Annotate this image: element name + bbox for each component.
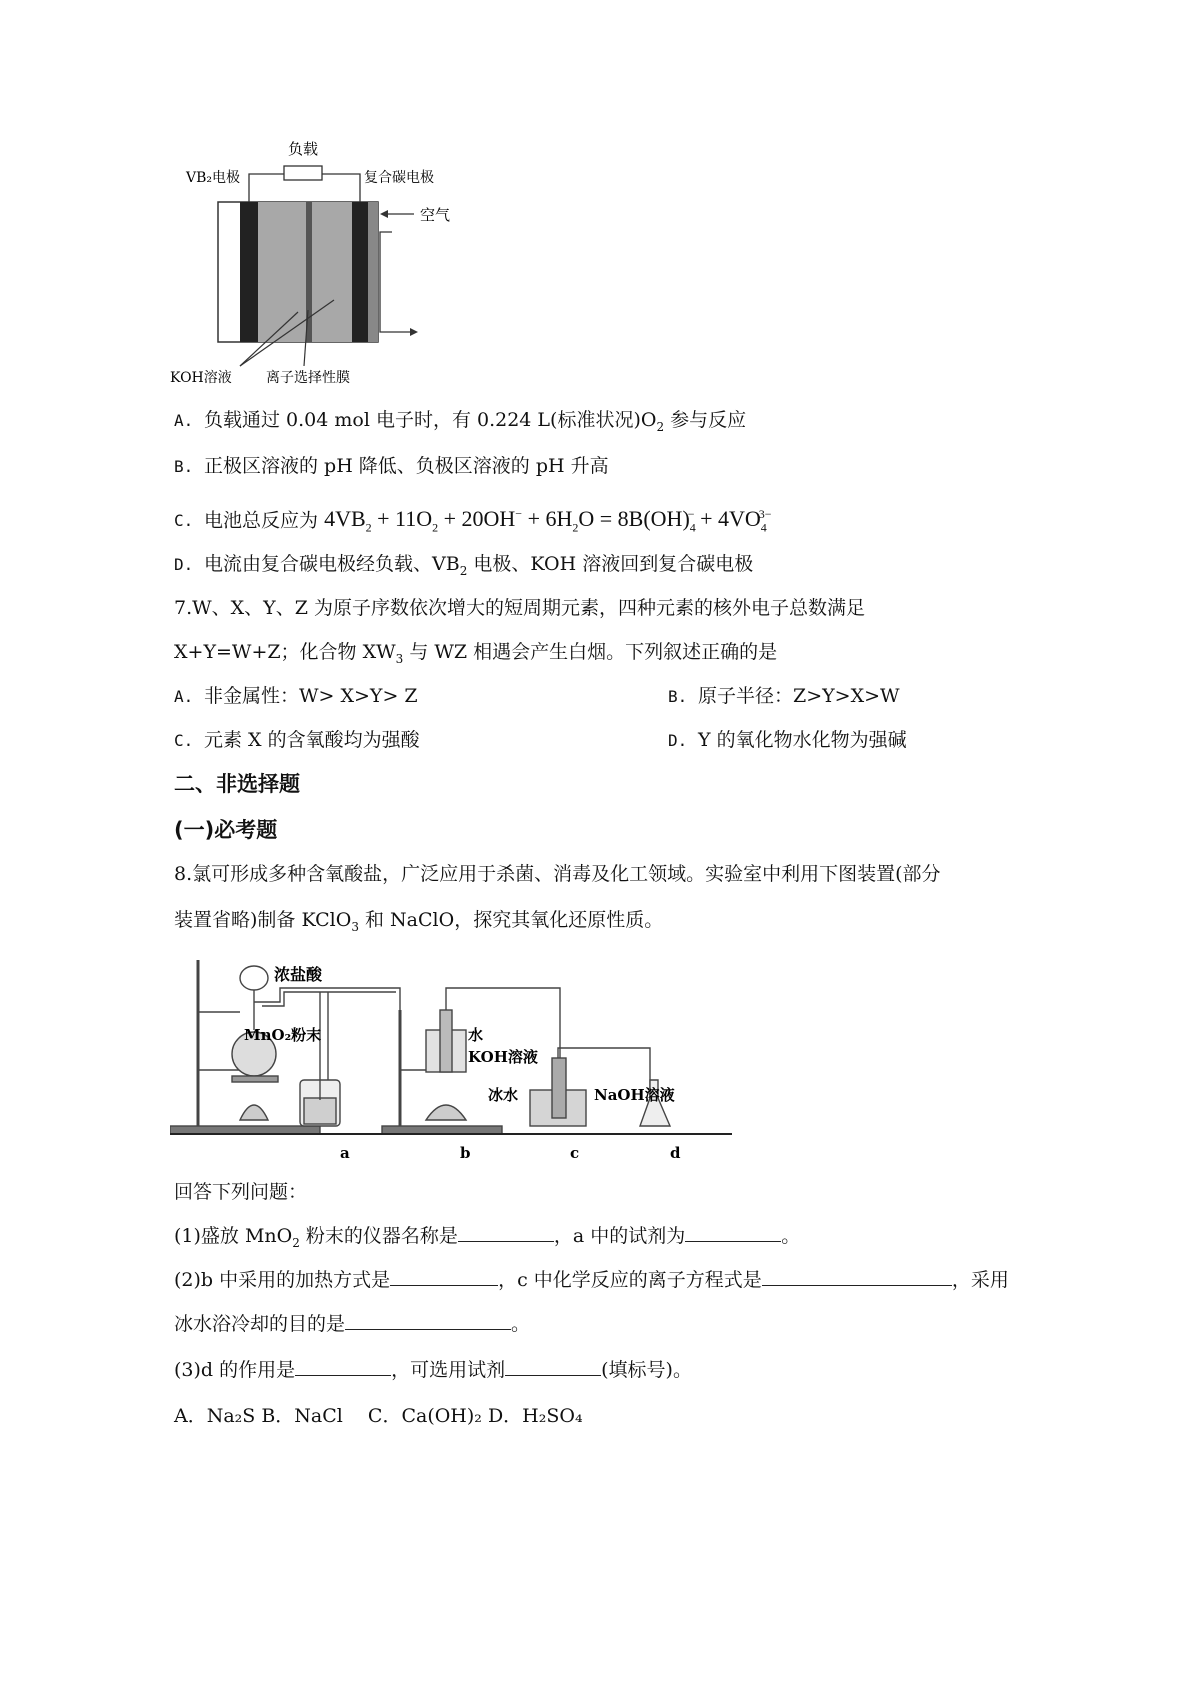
apparatus-diagram: [170, 950, 740, 1170]
hcl-label: 浓盐酸: [274, 965, 323, 984]
q6-option-d: D. 电流由复合碳电极经负载、$VB_2$ 电极、KOH 溶液回到复合碳电极: [174, 553, 754, 578]
answer-blank[interactable]: [390, 1267, 498, 1286]
label-d: d: [670, 1144, 681, 1162]
q7-option-d: D. Y 的氧化物水化物为强碱: [668, 729, 907, 751]
q6-option-c: C. 电池总反应为 $4VB_2 + 11O_2 + 20OH^- + 6H_2O = 8B(OH)_4^- + 4VO_4^{3-}$: [174, 506, 772, 535]
q8-choices: A．Na₂S B．NaCl C．Ca(OH)₂ D．H₂SO₄: [174, 1405, 583, 1427]
section-heading-required: (一)必考题: [174, 818, 278, 842]
q8-part3: (3)d 的作用是 ，可选用试剂 (填标号)。: [174, 1359, 692, 1381]
battery-diagram: [170, 140, 490, 390]
q8-part2-line1: (2)b 中采用的加热方式是 ，c 中化学反应的离子方程式是 ，采用: [174, 1269, 1009, 1291]
answer-blank[interactable]: [685, 1223, 781, 1242]
q8-stem-line1: 8.氯可形成多种含氧酸盐，广泛应用于杀菌、消毒及化工领域。实验室中利用下图装置(部分: [174, 863, 941, 885]
q6-option-b: B. 正极区溶液的 pH 降低、负极区溶液的 pH 升高: [174, 455, 609, 477]
q7-option-c: C. 元素 X 的含氧酸均为强酸: [174, 729, 420, 751]
answer-blank[interactable]: [762, 1267, 952, 1286]
label-b: b: [460, 1144, 471, 1162]
answer-prompt: 回答下列问题：: [174, 1181, 308, 1203]
q8-stem-line2: 装置省略)制备 KClO$_3$ 和 NaClO，探究其氧化还原性质。: [174, 909, 664, 934]
q7-option-b: B. 原子半径：Z>Y>X>W: [668, 685, 900, 707]
koh-label: KOH溶液: [170, 370, 232, 386]
q6-option-a: A. 负载通过 0.04 mol 电子时，有 0.224 L(标准状况)$O_2$ 参与反应: [174, 409, 747, 434]
answer-blank[interactable]: [458, 1223, 554, 1242]
membrane-label: 离子选择性膜: [266, 370, 350, 386]
battery-equation: $4VB_2 + 11O_2 + 20OH^- + 6H_2O = 8B(OH)_4^- + 4VO_4^{3-}$: [324, 506, 772, 535]
water-label: 水: [468, 1026, 484, 1044]
ice-water-label: 冰水: [488, 1086, 519, 1104]
label-a: a: [340, 1144, 350, 1162]
vb2-electrode-label: VB₂电极: [186, 170, 241, 186]
section-heading-nonchoice: 二、非选择题: [174, 772, 300, 796]
q8-part2-line2: 冰水浴冷却的目的是 。: [174, 1313, 531, 1335]
answer-blank[interactable]: [505, 1357, 601, 1376]
koh-solution-label: KOH溶液: [468, 1048, 538, 1066]
answer-blank[interactable]: [345, 1311, 511, 1330]
air-label: 空气: [420, 206, 451, 224]
mno2-label: MnO₂粉末: [244, 1026, 322, 1044]
load-label: 负载: [288, 140, 319, 158]
q7-stem-line1: 7.W、X、Y、Z 为原子序数依次增大的短周期元素，四种元素的核外电子总数满足: [174, 597, 865, 619]
naoh-label: NaOH溶液: [594, 1086, 675, 1104]
carbon-electrode-label: 复合碳电极: [364, 170, 434, 186]
q7-stem-line2: X+Y=W+Z；化合物 $XW_3$ 与 WZ 相遇会产生白烟。下列叙述正确的是: [174, 641, 778, 666]
q7-option-a: A. 非金属性：W> X>Y> Z: [174, 685, 418, 707]
answer-blank[interactable]: [295, 1357, 391, 1376]
label-c: c: [570, 1144, 580, 1162]
q8-part1: (1)盛放 MnO$_2$ 粉末的仪器名称是 ，a 中的试剂为 。: [174, 1225, 801, 1250]
